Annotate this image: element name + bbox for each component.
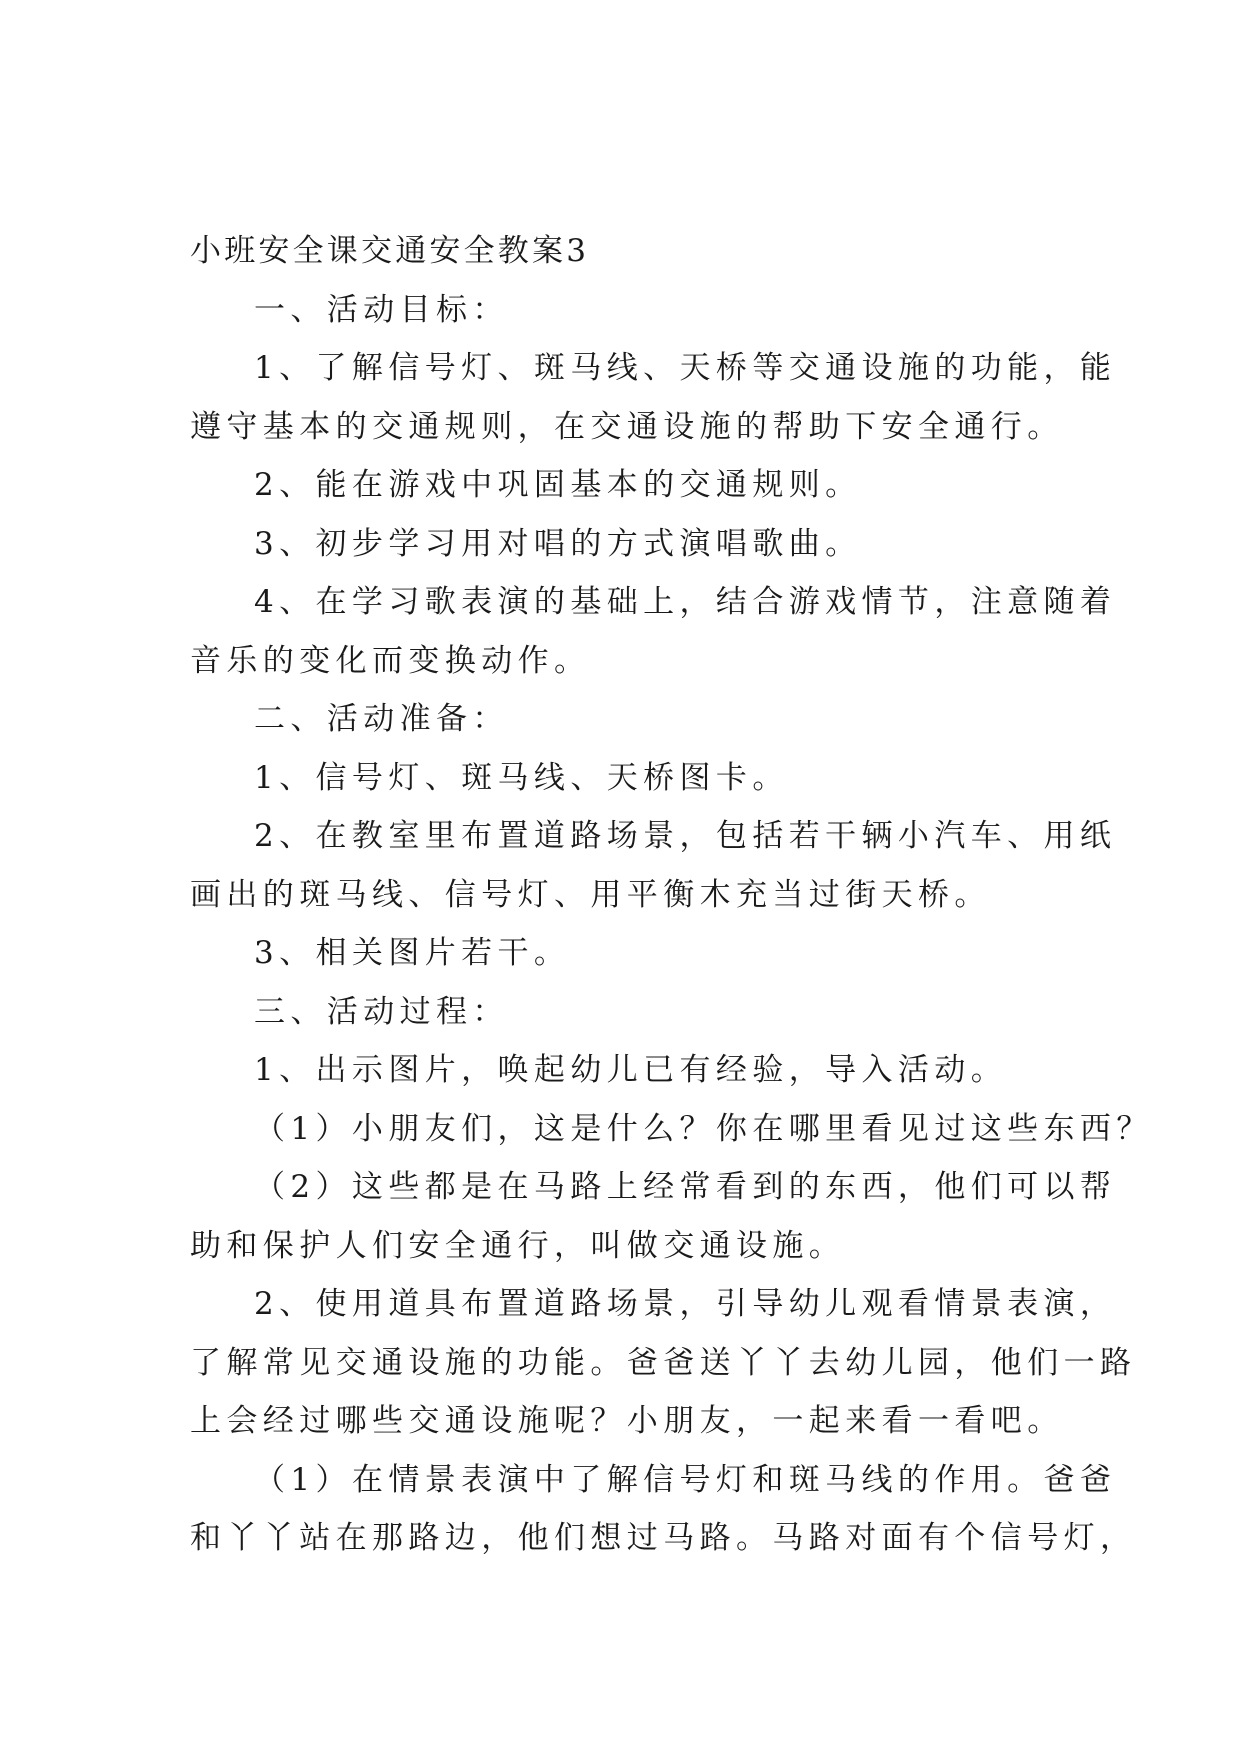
text-line: （1）在情景表演中了解信号灯和斑马线的作用。爸爸 — [254, 1461, 1117, 1498]
text-line: 助和保护人们安全通行，叫做交通设施。 — [190, 1227, 846, 1264]
text-line: 2、使用道具布置道路场景，引导幼儿观看情景表演， — [254, 1286, 1117, 1322]
text-line: 三、活动过程： — [254, 993, 509, 1030]
document-title: 小班安全课交通安全教案3 — [190, 233, 590, 269]
text-line: 3、相关图片若干。 — [254, 935, 571, 971]
text-line: 一、活动目标： — [254, 291, 509, 328]
document-body — [190, 222, 1153, 1568]
text-line: 3、初步学习用对唱的方式演唱歌曲。 — [254, 525, 862, 562]
text-line: 4、在学习歌表演的基础上，结合游戏情节，注意随着 — [254, 584, 1117, 620]
text-line: 二、活动准备： — [254, 701, 509, 737]
text-line: 1、信号灯、斑马线、天桥图卡。 — [254, 759, 789, 796]
text-line: 上会经过哪些交通设施呢？小朋友，一起来看一看吧。 — [190, 1403, 1064, 1439]
text-line: 音乐的变化而变换动作。 — [190, 642, 591, 679]
text-line: 和丫丫站在那路边，他们想过马路。马路对面有个信号灯， — [190, 1520, 1137, 1556]
text-line: 了解常见交通设施的功能。爸爸送丫丫去幼儿园，他们一路 — [190, 1344, 1137, 1381]
text-line: 1、出示图片，唤起幼儿已有经验，导入活动。 — [254, 1052, 1008, 1088]
text-line: 遵守基本的交通规则，在交通设施的帮助下安全通行。 — [190, 408, 1064, 445]
text-line: （2）这些都是在马路上经常看到的东西，他们可以帮 — [254, 1169, 1117, 1205]
text-line: （1）小朋友们，这是什么？你在哪里看见过这些东西？ — [254, 1110, 1153, 1147]
text-line: 2、在教室里布置道路场景，包括若干辆小汽车、用纸 — [254, 818, 1117, 854]
text-line: 1、了解信号灯、斑马线、天桥等交通设施的功能，能 — [254, 350, 1117, 386]
text-line: 2、能在游戏中巩固基本的交通规则。 — [254, 467, 862, 503]
text-line: 画出的斑马线、信号灯、用平衡木充当过街天桥。 — [190, 876, 991, 913]
